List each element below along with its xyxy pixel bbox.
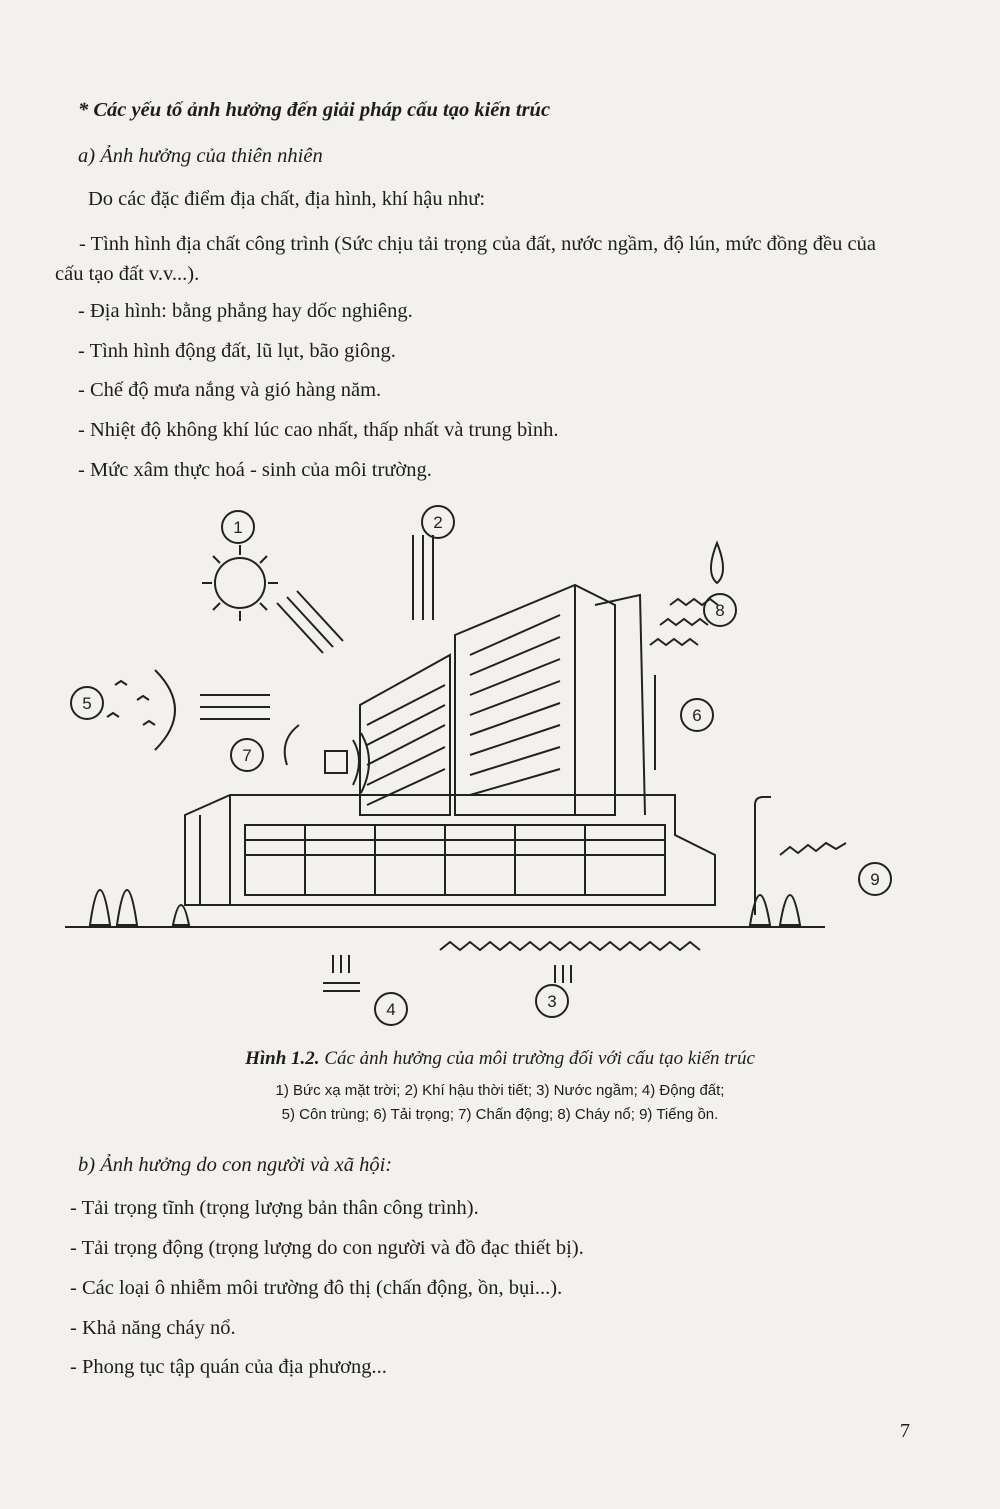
noise-icon [780,843,846,855]
marker-4: 4 [386,1000,396,1019]
figure-caption-label: Hình 1.2. [245,1048,320,1069]
page-number: 7 [900,1420,910,1442]
groundwater-arrows-icon [555,965,571,983]
marker-2: 2 [433,513,443,532]
weather-arrows-icon [413,535,433,620]
marker-8: 8 [715,601,725,620]
list-item: - Các loại ô nhiễm môi trường đô thị (chấn động, ồn, bụi...). [70,1277,563,1299]
marker-1: 1 [233,518,243,537]
insects-icon [107,670,175,750]
list-item: - Tải trọng động (trọng lượng do con người và đồ đạc thiết bị). [70,1237,584,1259]
figure-legend-line: 1) Bức xạ mặt trời; 2) Khí hậu thời tiết; 3) Nước ngầm; 4) Động đất; [275,1082,725,1099]
figure-caption [0,1048,1000,1070]
marker-3: 3 [547,992,557,1011]
sun-rays-icon [277,591,343,653]
marker-5: 5 [82,694,92,713]
earthquake-icon [323,955,360,991]
groundwater-icon [440,942,700,950]
list-item: - Chế độ mưa nắng và gió hàng năm. [78,379,382,401]
figure-caption-text: Các ảnh hưởng của môi trường đối với cấu tạo kiến trúc [324,1048,755,1069]
marker-6: 6 [692,706,702,725]
building-environment-figure [55,495,935,1040]
fire-icon [711,543,723,583]
section-a-intro: Do các đặc điểm địa chất, địa hình, khí hậu như: [88,188,486,210]
tall-tower [455,585,645,815]
figure-legend-line: 5) Côn trùng; 6) Tải trọng; 7) Chấn động; 8) Cháy nổ; 9) Tiếng ồn. [281,1106,719,1123]
list-item: - Tình hình địa chất công trình (Sức chịu tải trọng của đất, nước ngầm, độ lún, mức đồng đều của cấu tạo đất v.v...). [55,233,876,285]
list-item: - Nhiệt độ không khí lúc cao nhất, thấp nhất và trung bình. [78,419,559,441]
marker-9: 9 [870,870,880,889]
list-item: - Địa hình: bằng phẳng hay dốc nghiêng. [78,300,413,322]
list-item: - Khả năng cháy nổ. [70,1317,236,1339]
section-heading: * Các yếu tố ảnh hưởng đến giải pháp cấu tạo kiến trúc [78,99,551,121]
sun-icon [202,545,278,621]
marker-7: 7 [242,746,252,765]
insect-arrows-icon [200,695,270,719]
list-item: - Mức xâm thực hoá - sinh của môi trường. [78,459,432,481]
section-b-title: b) Ảnh hưởng do con người và xã hội: [78,1154,393,1176]
list-item: - Tải trọng tĩnh (trọng lượng bản thân công trình). [70,1197,479,1219]
section-a-title: a) Ảnh hưởng của thiên nhiên [78,145,323,167]
list-item: - Phong tục tập quán của địa phương... [70,1356,387,1378]
fire-zigzag-icon [650,599,718,645]
list-item: - Tình hình động đất, lũ lụt, bão giông. [78,340,396,362]
vibration-icon [285,725,369,793]
mid-block [360,655,450,815]
